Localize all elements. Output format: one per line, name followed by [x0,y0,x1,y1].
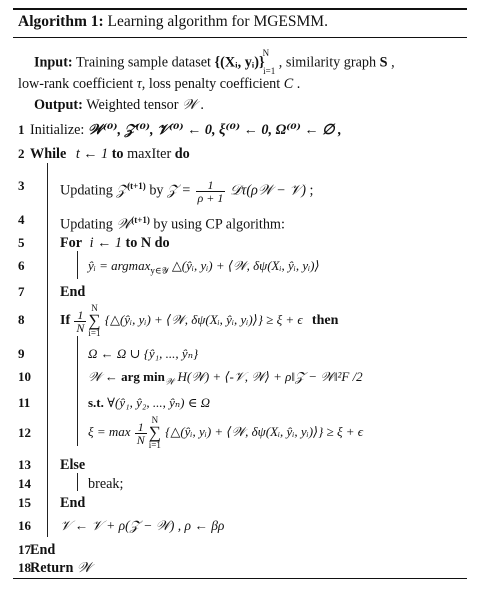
line-number: 12 [18,425,31,440]
while-condition: t ← 1 [75,146,109,162]
argmax-text: ŷᵢ = argmax [88,258,151,273]
c-symbol: C [283,76,294,92]
maxiter-text: maxIter [127,146,172,162]
else-keyword: Else [60,457,86,473]
line-4 [60,211,285,234]
tau-symbol: τ [136,76,142,92]
dataset-sub: i=1 [263,65,276,76]
by-text: by [149,182,164,199]
cp-text: by using CP algorithm: [153,216,285,233]
line-9 [88,345,198,363]
title-rule [13,37,467,38]
initialize-expression: 𝒲⁽⁰⁾, 𝒵⁽⁰⁾, 𝒱⁽⁰⁾ ← 0, ξ⁽⁰⁾ ← 0, Ω⁽⁰⁾ ← ∅ , [87,122,342,138]
line-13 [60,456,85,474]
line-7 [60,283,85,301]
input-period: . [296,76,301,92]
line-number: 9 [18,346,25,361]
argmin-keyword: arg min [121,369,165,384]
loss-text: , loss penalty coefficient [141,76,281,92]
algorithm-title-text: Learning algorithm for MGESMM. [107,13,328,30]
break-statement: break; [88,476,124,492]
line-number: 18 [18,560,31,575]
line-14 [88,475,123,493]
line-number: 15 [18,495,31,510]
for-condition: i ← 1 [89,235,122,251]
summation: N ∑ i=1 [148,415,161,451]
line-number: 11 [18,395,31,410]
dataset-sup: N [262,48,270,58]
v-update: 𝒱 ← 𝒱 + ρ(𝒵 − 𝒲) , ρ ← βρ [60,518,225,533]
line-number: 13 [18,457,31,472]
while-keyword: While [30,146,67,162]
sum-lower: i=1 [88,328,101,339]
fraction [74,309,86,334]
argmax-objective: △(ŷᵢ, yᵢ) + ⟨𝒲, δψ(Xᵢ, ŷᵢ, yᵢ)⟩ [168,258,320,273]
fraction-numerator: 1 [135,421,147,434]
line-1 [30,121,342,139]
do-keyword: do [154,235,170,251]
to-n-keyword: to N [125,235,152,251]
return-value: 𝒲 [76,560,92,576]
fraction [196,179,226,204]
dataset-expression: {(Xᵢ, yᵢ)} [214,54,265,71]
line-10 [88,368,363,391]
graph-text: , similarity graph [278,54,377,71]
end-keyword: End [60,495,86,511]
line-17 [30,541,55,559]
omega-update: Ω ← Ω ∪ {ŷ₁, ..., ŷₙ} [88,346,199,361]
while-scope-bar [47,163,48,537]
z-lhs: 𝒵 = [167,182,191,199]
line-end: ; [309,182,314,199]
w-symbol: 𝒲 [116,216,132,233]
end-while-keyword: End [30,542,56,558]
argmin-sub: 𝒲 [164,376,175,387]
input-comma: , [391,54,395,71]
line-number: 16 [18,518,31,533]
fraction-numerator: 1 [196,179,226,192]
summation: N ∑ i=1 [88,303,101,339]
top-rule [13,8,467,10]
sum-upper: N [151,415,159,426]
updating-text: Updating [60,182,113,199]
line-number: 7 [18,284,25,299]
else-scope-bar [77,473,78,491]
line-number: 6 [18,258,25,273]
sum-upper: N [91,303,98,314]
line-11 [88,394,210,412]
w-update: 𝒲 ← [88,369,118,384]
to-keyword: to [111,146,124,162]
line-number: 5 [18,235,25,250]
if-condition: {△(ŷᵢ, yᵢ) + ⟨𝒲, δψ(Xᵢ, ŷᵢ, yᵢ)⟩} ≥ ξ + ϵ [104,312,303,327]
for-scope-bar [77,251,78,279]
input-line [34,49,395,77]
line-3 [60,171,313,206]
sum-lower: i=1 [148,440,161,451]
line-number: 8 [18,312,25,327]
return-keyword: Return [30,560,74,576]
z-iteration-sup: (t+1) [127,181,146,191]
line-number: 3 [18,178,25,193]
fraction [135,421,147,446]
line-18 [30,559,92,577]
line-15 [60,494,85,512]
w-iteration-sup: (t+1) [131,215,150,225]
fraction-numerator: 1 [74,309,86,322]
line-number: 4 [18,212,25,227]
input-text: Training sample dataset [75,54,211,71]
input-line-2 [18,75,300,93]
fraction-denominator: N [136,432,145,447]
output-period: . [200,97,204,113]
output-symbol: 𝒲 [181,97,197,113]
fraction-denominator: N [76,320,85,335]
lowrank-text: low-rank coefficient [18,76,134,92]
line-number: 14 [18,476,31,491]
line-number: 2 [18,146,25,161]
algorithm-title [18,13,328,31]
initialize-label: Initialize: [30,122,85,138]
output-line [34,96,204,114]
input-label: Input: [34,54,73,71]
if-scope-bar [77,336,78,446]
argmax-sub: y∈𝒴 [150,265,169,276]
updating-text: Updating [60,216,113,233]
output-text: Weighted tensor [86,97,179,113]
line-6 [88,257,320,280]
end-keyword: End [60,284,86,300]
line-number: 1 [18,122,25,137]
graph-symbol: S [379,54,388,71]
line-number: 17 [18,542,31,557]
line-8 [60,300,338,341]
algorithm-title-label: Algorithm 1: [18,13,104,30]
output-label: Output: [34,97,83,113]
fraction-denominator: ρ + 1 [197,190,224,205]
line-2 [30,145,190,163]
xi-update: ξ = max [88,424,131,439]
for-keyword: For [60,235,83,251]
z-symbol: 𝒵 [116,182,128,199]
line-5 [60,234,170,252]
do-keyword: do [174,146,190,162]
bottom-rule [13,578,467,579]
constraint-text: ∀(ŷ₁, ŷ₂, ..., ŷₙ) ∈ Ω [107,395,211,410]
line-16 [60,517,224,535]
line-number: 10 [18,369,31,384]
if-keyword: If [60,313,71,328]
subject-to-keyword: s.t. [88,395,104,410]
line-12 [88,412,363,452]
z-rhs: 𝒟τ(ρ𝒲 − 𝒱) [229,182,306,199]
then-keyword: then [311,313,339,328]
argmin-objective: H(𝒲) + ⟨-𝒱, 𝒲⟩ + ρ‖𝒵 − 𝒲‖²F /2 [174,369,363,384]
xi-expression: {△(ŷᵢ, yᵢ) + ⟨𝒲, δψ(Xᵢ, ŷᵢ, yᵢ)⟩} ≥ ξ + ϵ [165,424,364,439]
